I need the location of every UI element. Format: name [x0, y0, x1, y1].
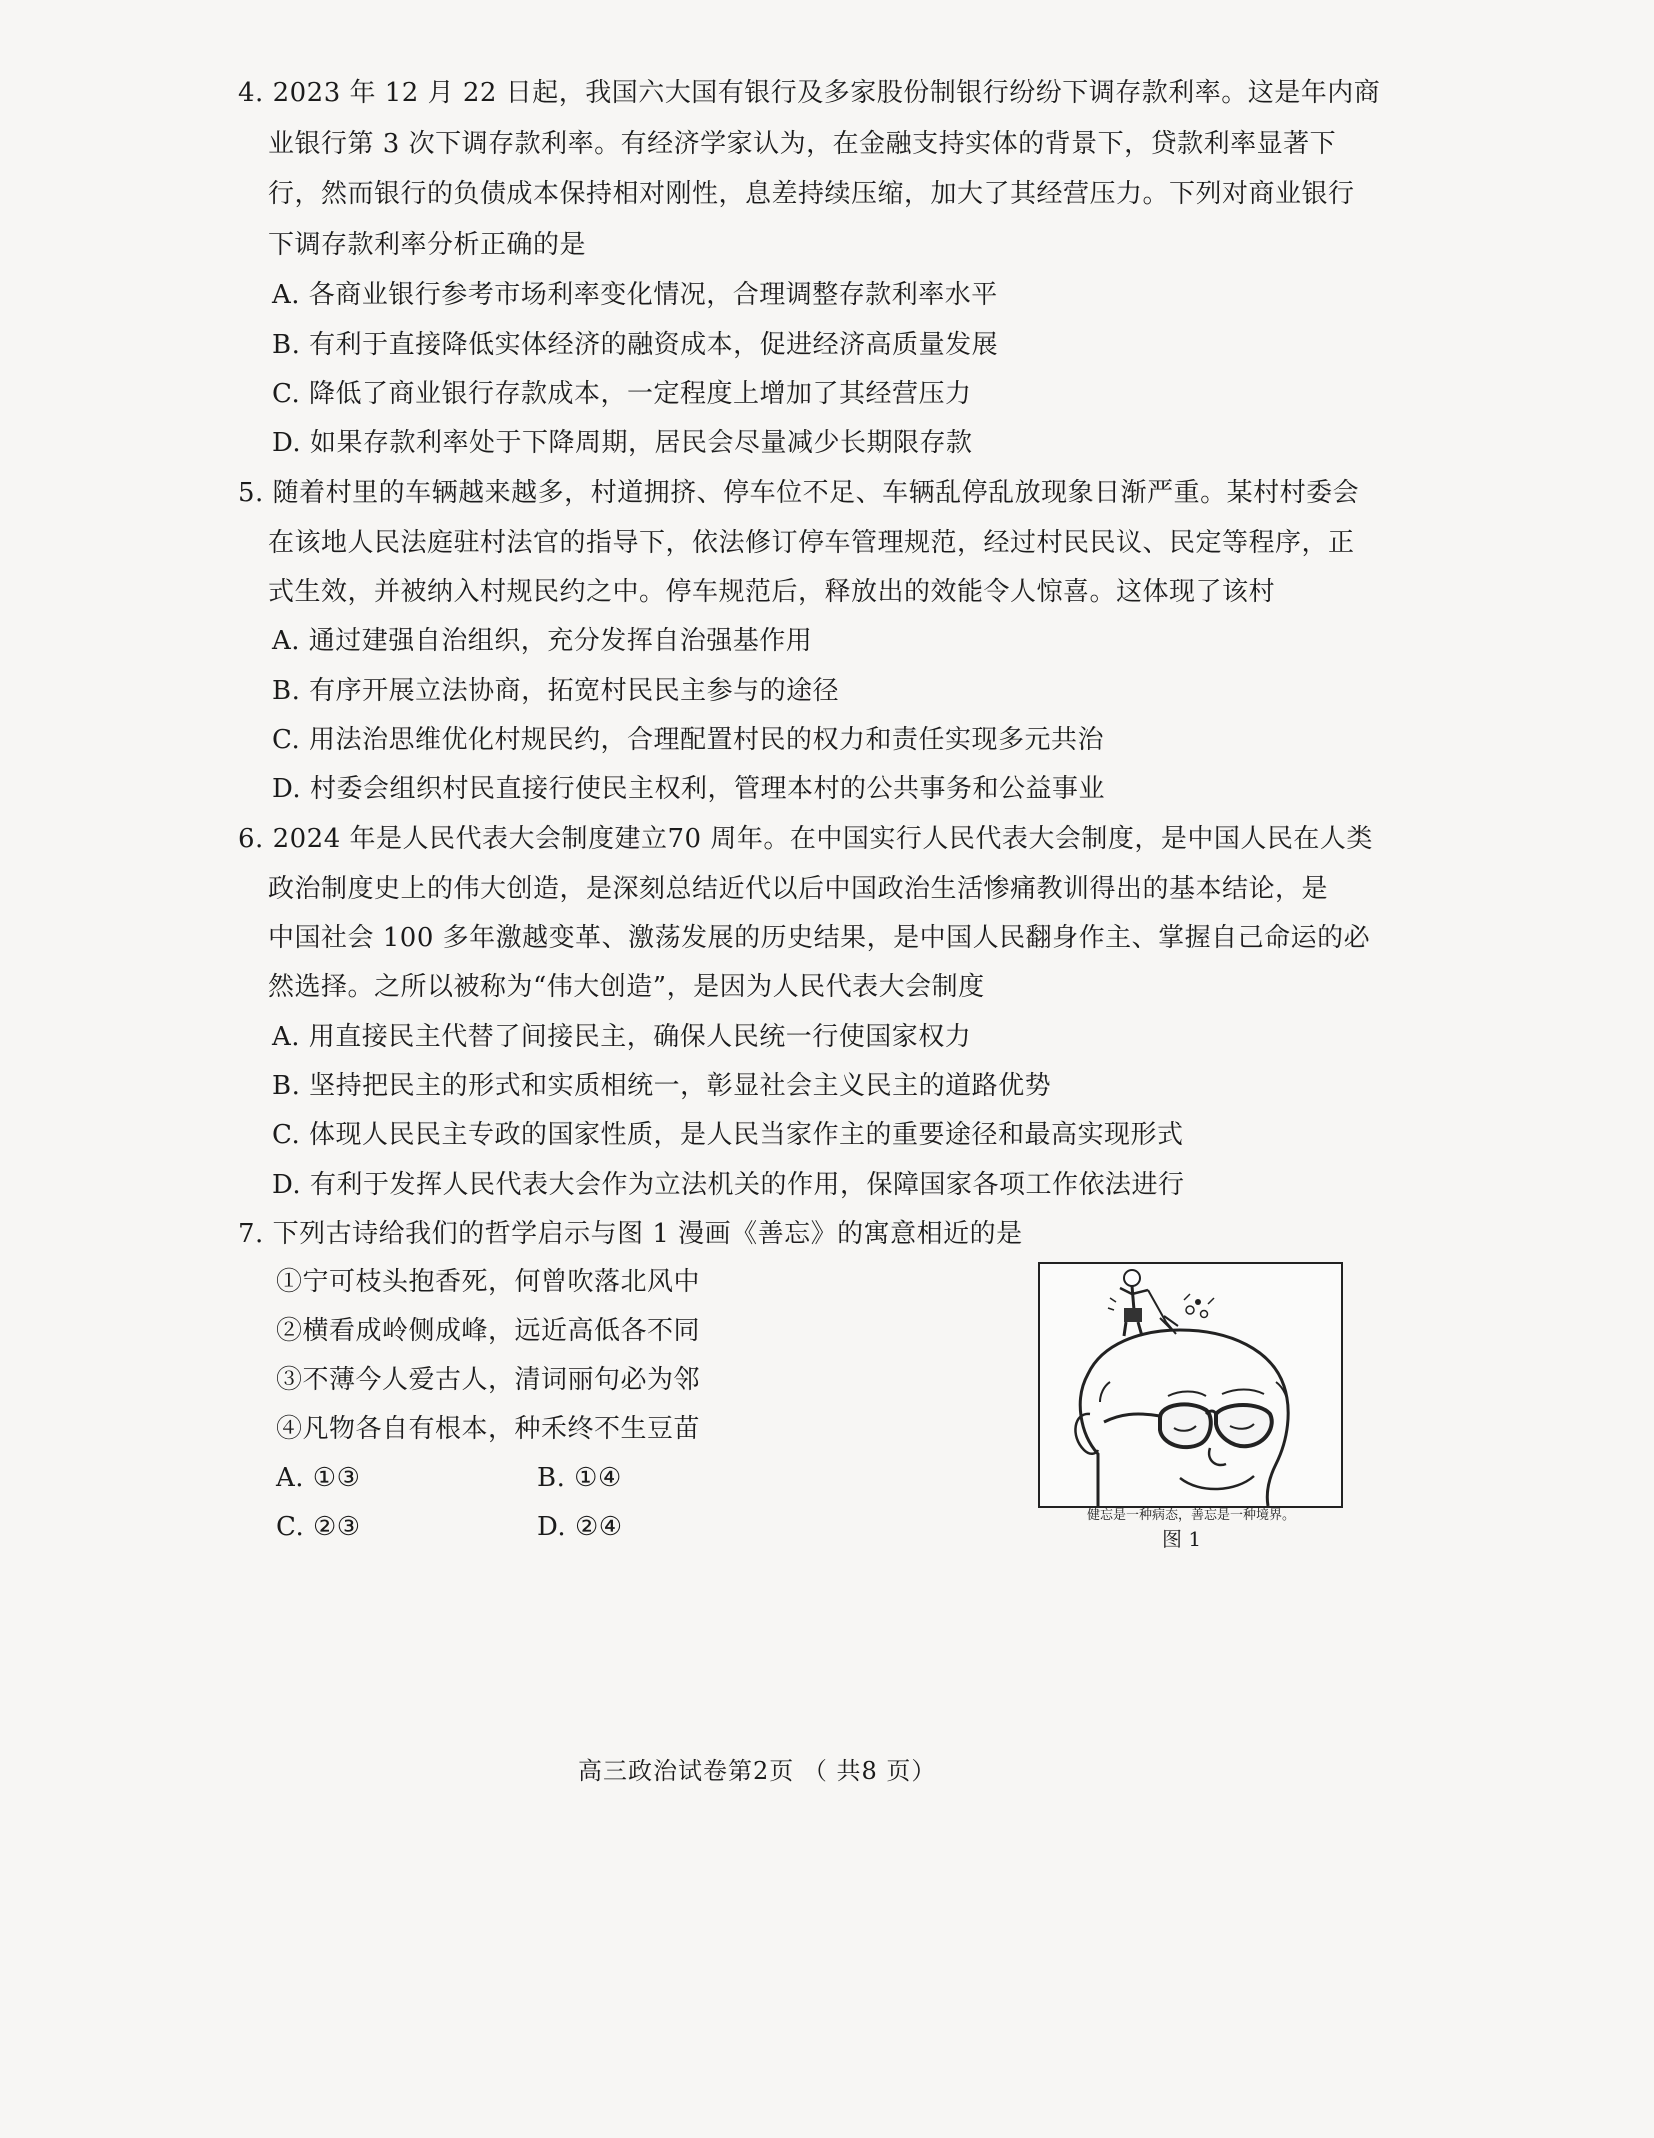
question-6-option-b: B. 坚持把民主的形式和实质相统一，彰显社会主义民主的道路优势	[272, 1071, 1052, 1101]
question-4-stem-line: 下调存款利率分析正确的是	[268, 230, 587, 260]
comic-figure	[1038, 1262, 1343, 1508]
question-6-stem-line: 政治制度史上的伟大创造，是深刻总结近代以后中国政治生活惨痛教训得出的基本结论，是	[268, 874, 1329, 904]
comic-illustration	[1040, 1264, 1341, 1506]
question-6-option-d: D. 有利于发挥人民代表大会作为立法机关的作用，保障国家各项工作依法进行	[272, 1170, 1185, 1200]
question-7-stem-line: 7. 下列古诗给我们的哲学启示与图 1 漫画《善忘》的寓意相近的是	[238, 1219, 1023, 1249]
question-4-option-d: D. 如果存款利率处于下降周期，居民会尽量减少长期限存款	[272, 428, 973, 458]
question-6-stem-line: 中国社会 100 多年激越变革、激荡发展的历史结果，是中国人民翻身作主、掌握自己命运的必	[268, 923, 1371, 953]
question-5-option-d: D. 村委会组织村民直接行使民主权利，管理本村的公共事务和公益事业	[272, 774, 1105, 804]
question-7-option-c: C. ②③	[276, 1512, 361, 1542]
question-7-poem-3: ③不薄今人爱古人，清词丽句必为邻	[276, 1365, 701, 1395]
question-7-poem-2: ②横看成岭侧成峰，远近高低各不同	[276, 1316, 701, 1346]
question-7-option-a: A. ①③	[276, 1463, 361, 1493]
question-7-poem-4: ④凡物各自有根本，种禾终不生豆苗	[276, 1414, 701, 1444]
question-6-stem-line: 然选择。之所以被称为“伟大创造”，是因为人民代表大会制度	[268, 972, 985, 1002]
question-6-option-c: C. 体现人民民主专政的国家性质，是人民当家作主的重要途径和最高实现形式	[272, 1120, 1184, 1150]
question-5-stem-line: 5. 随着村里的车辆越来越多，村道拥挤、停车位不足、车辆乱停乱放现象日渐严重。某村村委会	[238, 478, 1360, 508]
question-4-stem-line: 4. 2023 年 12 月 22 日起，我国六大国有银行及多家股份制银行纷纷下调存款利率。这是年内商	[238, 78, 1381, 108]
question-5-stem-line: 式生效，并被纳入村规民约之中。停车规范后，释放出的效能令人惊喜。这体现了该村	[268, 577, 1276, 607]
bleed-through-text	[1380, 1080, 1580, 1380]
question-6-stem-line: 6. 2024 年是人民代表大会制度建立70 周年。在中国实行人民代表大会制度，是中国人民在人类	[238, 824, 1373, 854]
question-4-option-b: B. 有利于直接降低实体经济的融资成本，促进经济高质量发展	[272, 330, 999, 360]
page-footer: 高三政治试卷第2页 （ 共8 页）	[578, 1757, 937, 1785]
question-5-stem-line: 在该地人民法庭驻村法官的指导下，依法修订停车管理规范，经过村民民议、民定等程序，正	[268, 528, 1355, 558]
question-7-option-d: D. ②④	[537, 1512, 623, 1542]
comic-caption: 健忘是一种病态，善忘是一种境界。	[1086, 1508, 1295, 1523]
question-4-stem-line: 业银行第 3 次下调存款利率。有经济学家认为，在金融支持实体的背景下，贷款利率显著下	[268, 129, 1337, 159]
question-7-poem-1: ①宁可枝头抱香死，何曾吹落北风中	[276, 1267, 701, 1297]
question-5-option-a: A. 通过建强自治组织，充分发挥自治强基作用	[272, 626, 813, 656]
question-6-option-a: A. 用直接民主代替了间接民主，确保人民统一行使国家权力	[272, 1022, 972, 1052]
question-4-option-a: A. 各商业银行参考市场利率变化情况，合理调整存款利率水平	[272, 280, 998, 310]
question-5-option-b: B. 有序开展立法协商，拓宽村民民主参与的途径	[272, 676, 840, 706]
figure-label: 图 1	[1162, 1527, 1202, 1551]
question-7-option-b: B. ①④	[537, 1463, 622, 1493]
question-5-option-c: C. 用法治思维优化村规民约，合理配置村民的权力和责任实现多元共治	[272, 725, 1104, 755]
question-4-stem-line: 行，然而银行的负债成本保持相对刚性，息差持续压缩，加大了其经营压力。下列对商业银行	[268, 179, 1355, 209]
question-4-option-c: C. 降低了商业银行存款成本，一定程度上增加了其经营压力	[272, 379, 972, 409]
